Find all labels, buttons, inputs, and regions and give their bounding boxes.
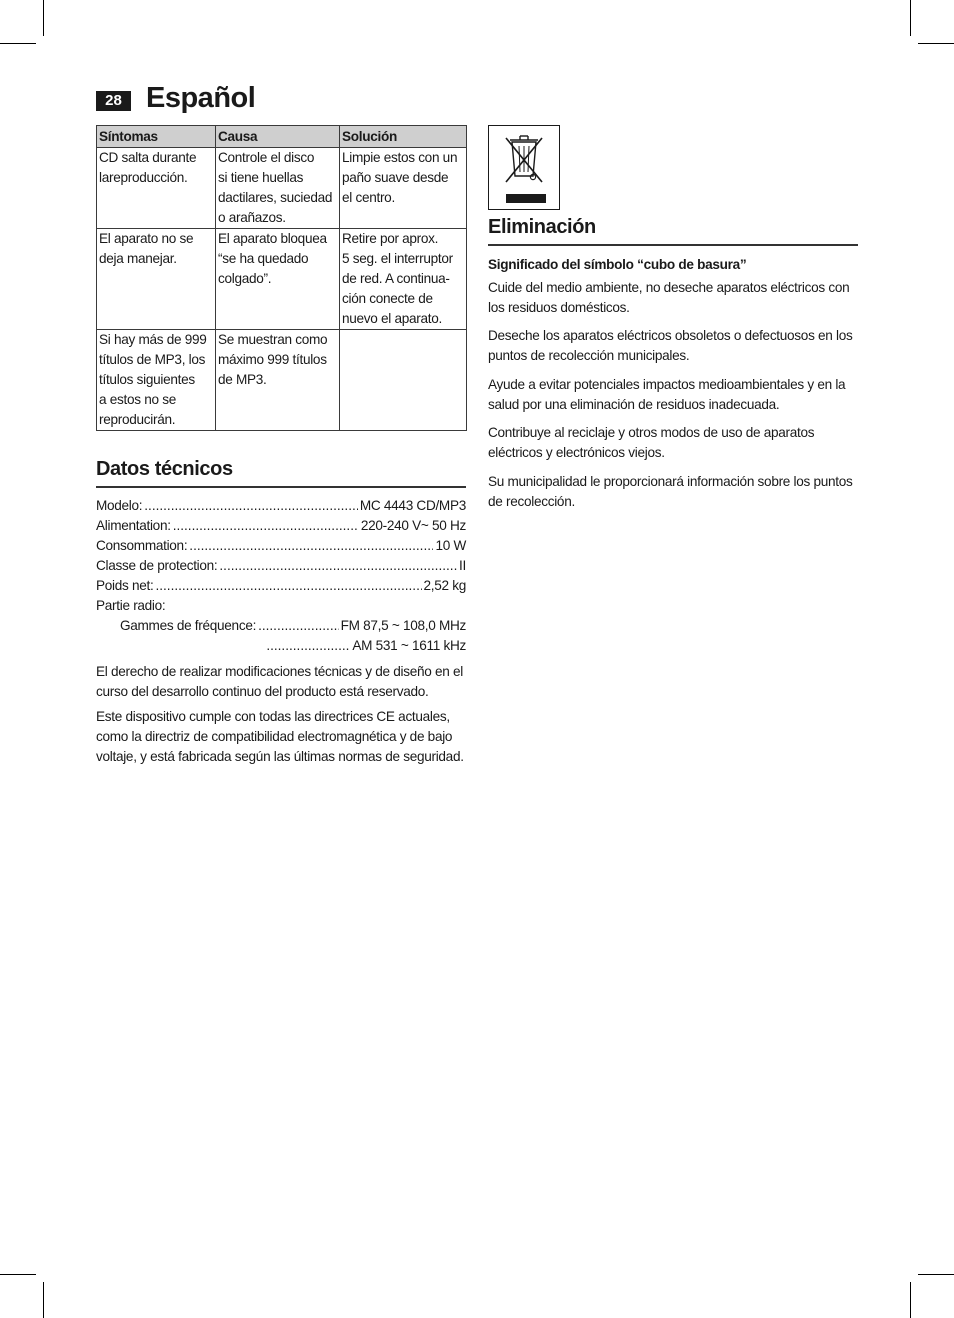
table-cell-solucion [340, 148, 467, 229]
dot-leader [144, 496, 358, 516]
troubleshooting-table-body [97, 148, 467, 431]
spec-label: Classe de protection: [96, 558, 218, 573]
cell-text-line: ción conecte de [342, 291, 433, 306]
spec-value: 10 W [435, 538, 466, 553]
spec-value: FM 87,5 ~ 108,0 MHz [340, 618, 466, 633]
cell-text-line: si tiene huellas [218, 170, 304, 185]
cell-text-line: el centro. [342, 190, 395, 205]
spec-row-alimentation [96, 516, 466, 536]
spec-label: Gammes de fréquence: [120, 618, 257, 633]
spec-row-gammes-fm [96, 616, 466, 636]
crop-mark [918, 43, 954, 44]
datos-tecnicos-heading: Datos técnicos [96, 458, 466, 488]
cell-text-line: Si hay más de 999 [99, 332, 207, 347]
crop-mark [910, 1282, 911, 1318]
cell-text-line: colgado”. [218, 271, 272, 286]
eliminacion-subheading: Significado del símbolo “cubo de basura” [488, 257, 747, 272]
spec-row-modelo [96, 496, 466, 516]
cell-text-line: de red. A continua- [342, 271, 450, 286]
cell-text-line: El aparato no se [99, 231, 194, 246]
cell-text-line: paño suave desde [342, 170, 449, 185]
spec-row-partie-radio [96, 596, 466, 616]
eliminacion-paragraph-2: Deseche los aparatos eléctricos obsoletos o defectuosos en los puntos de recolección municipales. [488, 328, 853, 363]
crop-mark [43, 0, 44, 36]
dot-leader [266, 636, 350, 656]
spec-row-classe-protection [96, 556, 466, 576]
cell-text-line: nuevo el aparato. [342, 311, 442, 326]
cell-text-line: Controle el disco [218, 150, 315, 165]
cell-text-line: CD salta durante [99, 150, 197, 165]
cell-text-line: títulos siguientes [99, 372, 195, 387]
cell-text-line: dactilares, suciedad [218, 190, 333, 205]
spec-label: Consommation: [96, 538, 188, 553]
crop-mark [0, 43, 36, 44]
datos-paragraph-directrices-ce: Este dispositivo cumple con todas las directrices CE actuales, como la directriz de compatibilidad electromagnética y de bajo voltaje, y está fabricada según las últimas normas de seguridad. [96, 709, 464, 764]
cell-text-line: El aparato bloquea [218, 231, 327, 246]
cell-text-line: de MP3. [218, 372, 267, 387]
table-cell-causa [216, 148, 340, 229]
spec-row-gammes-am [96, 636, 466, 656]
page-number-badge: 28 [96, 91, 131, 111]
eliminacion-heading: Eliminación [488, 216, 858, 246]
cell-text-line: Retire por aprox. [342, 231, 439, 246]
table-cell-sintomas [97, 148, 216, 229]
cell-text-line: Se muestran como [218, 332, 328, 347]
dot-leader [258, 616, 339, 636]
cell-text-line: o arañazos. [218, 210, 286, 225]
datos-paragraph-modificaciones: El derecho de realizar modificaciones técnicas y de diseño en el curso del desarrollo continuo del producto está reservado. [96, 664, 463, 699]
table-header-row [97, 126, 467, 148]
troubleshooting-table [96, 125, 467, 431]
table-row [97, 148, 467, 229]
crop-mark [910, 0, 911, 36]
spec-value: AM 531 ~ 1611 kHz [352, 638, 466, 653]
cell-text-line: títulos de MP3, los [99, 352, 206, 367]
spec-label: Poids net: [96, 578, 154, 593]
column-header-solucion: Solución [340, 126, 467, 148]
wheelie-bin-symbol [489, 126, 559, 209]
spec-list [96, 496, 466, 656]
dot-leader [219, 556, 457, 576]
spec-value: MC 4443 CD/MP3 [359, 498, 466, 513]
cell-text-line: “se ha quedado [218, 251, 309, 266]
spec-row-consommation [96, 536, 466, 556]
table-cell-causa [216, 229, 340, 330]
spec-row-poids-net [96, 576, 466, 596]
crop-mark [0, 1274, 36, 1275]
spec-value: 2,52 kg [423, 578, 466, 593]
column-header-sintomas: Síntomas [97, 126, 216, 148]
table-cell-causa [216, 330, 340, 431]
crop-mark [918, 1274, 954, 1275]
crop-mark [43, 1282, 44, 1318]
cell-text-line: máximo 999 títulos [218, 352, 327, 367]
column-header-causa: Causa [216, 126, 340, 148]
table-row [97, 229, 467, 330]
cell-text-line: reproducirán. [99, 412, 176, 427]
table-cell-sintomas [97, 330, 216, 431]
cell-text-line: lareproducción. [99, 170, 188, 185]
cell-text-line: deja manejar. [99, 251, 177, 266]
dot-leader [189, 536, 433, 556]
eliminacion-paragraph-5: Su municipalidad le proporcionará información sobre los puntos de recolección. [488, 474, 853, 509]
eliminacion-paragraph-1: Cuide del medio ambiente, no deseche aparatos eléctricos con los residuos domésticos. [488, 280, 850, 315]
spec-value: 220-240 V~ 50 Hz [360, 518, 466, 533]
table-cell-solucion [340, 330, 467, 431]
spec-label: Partie radio: [96, 598, 166, 613]
dot-leader [155, 576, 421, 596]
crossed-out-wheelie-bin-icon [488, 125, 560, 210]
dot-leader [173, 516, 359, 536]
eliminacion-paragraph-4: Contribuye al reciclaje y otros modos de uso de aparatos eléctricos y electrónicos viejos. [488, 425, 815, 460]
spec-label: Modelo: [96, 498, 143, 513]
cell-text-line: a estos no se [99, 392, 176, 407]
cell-text-line: Limpie estos con un [342, 150, 458, 165]
table-cell-sintomas [97, 229, 216, 330]
spec-value: II [459, 558, 466, 573]
table-row [97, 330, 467, 431]
cell-text-line: 5 seg. el interruptor [342, 251, 453, 266]
spec-label: Alimentation: [96, 518, 171, 533]
eliminacion-paragraph-3: Ayude a evitar potenciales impactos medioambientales y en la salud por una eliminación de residuos inadecuada. [488, 377, 846, 412]
page-title: Español [146, 82, 256, 114]
table-cell-solucion [340, 229, 467, 330]
